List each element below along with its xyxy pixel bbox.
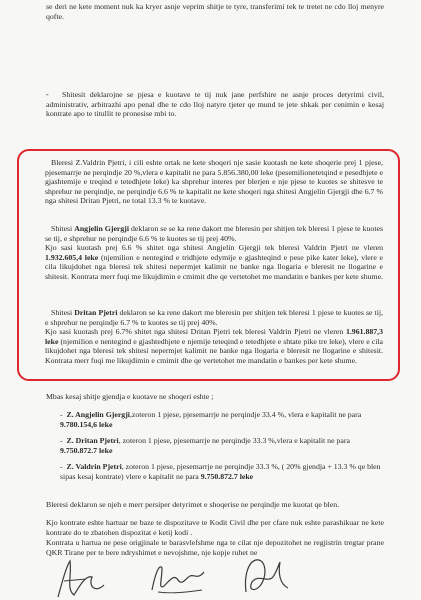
shareholder-item: - Z. Angjelin Gjergji,zoteron 1 pjese, pjesemarrje ne perqindje 33.4 %, vlera e kapitalit ne para 9.780.154,6 leke [60,410,362,429]
sale-amount: 1.932.605,4 leke [45,252,99,262]
paragraph-buyer-interest: Bleresi Z.Valdrin Pjetri, i cili eshte ortak ne kete shoqeri nje sasie kuotash ne kete shoqerie prej 1 pjese, pjesemarrje ne perqindje 20 %,vlera e kapitalit ne para 5.856.380,00 leke (pesemilionetetqind e pesedhjete e gjashtemije e treqind e tetedhjete leke) ka shprehur interes per blerjen e nje pjese te kuotes se shitesve te shprehur ne perqindje, ne perqindje 6.6 % te kapitalit ne kete shoqeri nga shitesi Angjelin Gjergji dhe 6.7 % nga shitesi Dritan Pjetri, ne total 13.3 % te kuotave. [45,158,383,206]
paragraph-buyer-obligations: Bleresi deklaron se njeh e merr persiper detyrimet e shoqerise ne perqindje me kuotat qe blen. [46,500,340,509]
paragraph-declaration: Shitesit deklarojne se pjesa e kuotave te tij nuk jane perfshire ne asnje proces detyrimi civil, administrativ, arbitrazhi apo penal dhe te cdo lloj natyre tjeter qe mund te jete shkak per cenimin e kesaj kontrate apo te titullit te pronesise mbi to. [46,90,384,119]
signature-left [52,555,112,600]
sale-amount: 1.961.887,3 leke [45,327,383,346]
paragraph-seller-angjelin: Shitesi Angjelin Gjergji deklaron se se ka rene dakort me bleresin per shitjen tek bleresi 1 pjese te kuotes se tij, e shprehur ne perqindje 6.6 % te kuotes se tij prej 40%. Kjo sasi kuotash prej 6.6 % shitet nga shitesi Angjelin Gjergji tek bleresi Valdrin Pjetri ne vleren 1.932.605,4 leke (njemilion e nentegind e tridhjete edymije e gjashteqind e pese pike kater leke), vlere e cila likujdohet nga bleresi tek shitesi nepermjet kalimit ne banke nga llogaria e bleresit ne llogarine e shitesit. Kontrata merr fuqi me likujdimin e cmimit dhe qe vertetohet me mandatin e bankes per kete shume. [45,224,383,281]
shareholder-item: - Z. Dritan Pjetri, zoteron 1 pjese, pjesemarrje ne perqindje 33.3 %,vlera e kapitalit ne para 9.750.872.7 leke [60,436,350,455]
shareholder-item: - Z. Valdrin Pjetri, zoteron 1 pjese, pjesemarrje ne perqindje 33.3 %, ( 20% gjendja + 13.3 % qe blen sipas kesaj kontrate) vlere e kapitalit ne para 9.750.872.7 leke [60,462,381,481]
seller-name: Angjelin Gjergji [74,224,130,233]
paragraph-civil-code: Kjo kontrate eshte hartuar ne baze te dispozitave te Kodit Civil dhe per cfare nuk eshte parashikuar ne kete kontrate do te zbatohen dispozitat e ketij kodi . [46,518,384,537]
paragraph-after-sale: Mbas kesaj shitje gjendja e kuotave ne shoqeri eshte ; [46,392,214,401]
signature-center [148,556,208,598]
bullet-dash: - [46,90,49,99]
signature-right [238,552,294,598]
paragraph-originals: Kontrata u hartua ne pese origjinale te barasvlefshme nga te cilat nje depozitohet ne regjistrin tregtar prane QKR Tirane per te bere ndryshimet e nevojshme, nje kopje ruhet ne [46,538,384,557]
seller-name: Dritan Pjetri [74,308,118,317]
paragraph-top: se deri ne kete moment nuk ka kryer asnje veprim shitje te tyre, transferimi tek te tretet ne cdo lloj menyre qofte. [46,2,384,21]
paragraph-seller-dritan: Shitesi Dritan Pjetri deklaron se ka rene dakort me bleresin per shitjen tek bleresi 1 pjese te kuotes se tij, e shprehur ne perqindje 6.7 % te kuotes se tij prej 40%. Kjo sasi kuotash prej 6.7% shitet nga shitesi Dritan Pjetri tek bleresi Valdrin Pjetri ne vleren 1.961.887,3 leke (njemilion e nentegind e gjashtedhjete e njemije teteqind e tetedhjete e shtate pike tre leke), vlere e cila likujdohet nga bleresi tek shitesi nepermjet kalimit ne banke nga llogaria e bleresit ne llogarine e shitesit. Kontrata merr fuqi me likujdimin e cmimit dhe qe vertetohet me mandatin e bankes per kete shume. [45,308,383,365]
